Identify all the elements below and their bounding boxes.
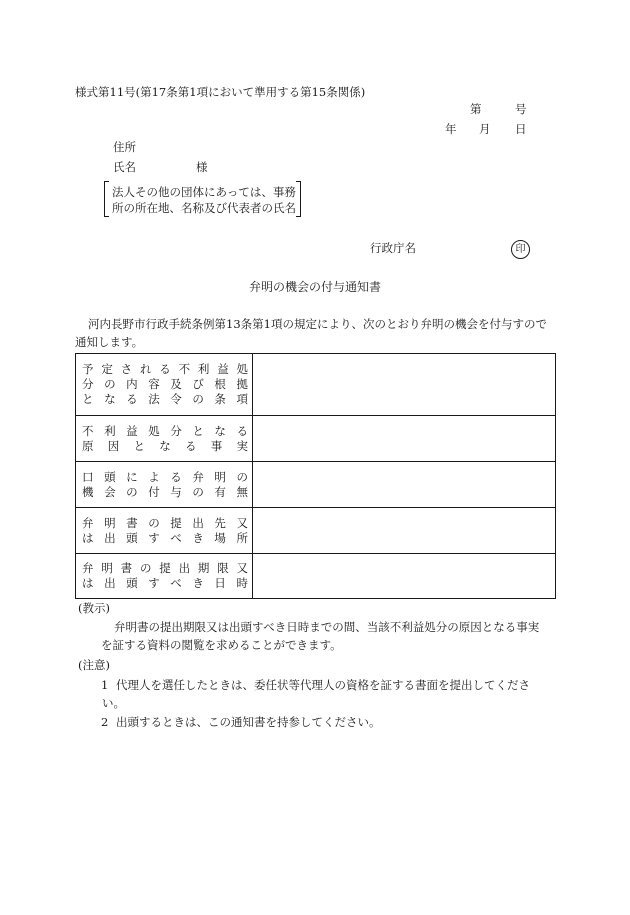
row-value-field[interactable] <box>253 416 556 462</box>
instruction-line-2: を証する資料の閲覧を求めることができます。 <box>101 638 342 652</box>
note-2-number: 2 <box>101 715 109 729</box>
corporate-note-line-2: 所の所在地、名称及び代表者の氏名 <box>112 201 296 215</box>
table-row <box>76 462 556 508</box>
document-title: 弁明の機会の付与通知書 <box>249 280 382 294</box>
instruction-paragraph <box>101 618 539 654</box>
label-line: 予 定 さ れ る 不 利 益 処 <box>82 362 248 376</box>
table-row <box>76 416 556 462</box>
table-row <box>76 354 556 416</box>
table-row <box>76 508 556 554</box>
corporate-note-bracket <box>104 181 301 215</box>
row-label <box>76 462 253 508</box>
table-row <box>76 554 556 599</box>
row-label <box>76 354 253 416</box>
intro-line-2: 通知します。 <box>75 335 144 349</box>
row-label <box>76 416 253 462</box>
seal-text: 印 <box>515 243 526 255</box>
date-month: 月 <box>479 122 491 136</box>
note-2-line-1: 出頭するときは、この通知書を持参してください。 <box>116 715 381 729</box>
row-value-field[interactable] <box>253 462 556 508</box>
agency-label: 行政庁名 <box>370 241 416 255</box>
row-value-field[interactable] <box>253 508 556 554</box>
label-line: と な る 法 令 の 条 項 <box>82 392 248 406</box>
honorific: 様 <box>196 160 208 174</box>
name-label: 氏名 <box>113 160 136 174</box>
row-label <box>76 554 253 599</box>
doc-number-prefix: 第 <box>470 102 482 116</box>
label-line: 口 頭 に よ る 弁 明 の <box>82 469 248 484</box>
note-1-line-2: い。 <box>102 696 125 710</box>
seal-icon <box>511 240 530 259</box>
note-1-line-1: 代理人を選任したときは、委任状等代理人の資格を証する書面を提出してくださ <box>116 678 530 692</box>
label-line: 不 利 益 処 分 と な る <box>82 423 248 438</box>
row-label <box>76 508 253 554</box>
label-line: 弁 明 書 の 提 出 先 又 <box>82 515 248 530</box>
note-1-number: 1 <box>101 678 109 692</box>
label-line: 弁 明 書 の 提 出 期 限 又 <box>82 561 248 575</box>
intro-line-1: 河内長野市行政手続条例第13条第1項の規定により、次のとおり弁明の機会を付与すので <box>88 317 547 331</box>
label-line: は 出 頭 す べ き 日 時 <box>82 576 248 590</box>
instruction-heading: (教示) <box>78 601 110 615</box>
label-line: 分 の 内 容 及 び 根 拠 <box>82 377 248 391</box>
note-2-text <box>116 713 381 731</box>
date-day: 日 <box>515 122 527 136</box>
label-line: 原 因 と な る 事 実 <box>82 438 248 453</box>
notice-form-table <box>75 353 556 599</box>
label-line: は 出 頭 す べ き 場 所 <box>82 530 248 545</box>
label-line: 機 会 の 付 与 の 有 無 <box>82 484 248 499</box>
notes-heading: (注意) <box>78 658 110 672</box>
instruction-line-1: 弁明書の提出期限又は出頭すべき日時までの間、当該不利益処分の原因となる事実 <box>114 620 540 634</box>
row-value-field[interactable] <box>253 354 556 416</box>
address-label: 住所 <box>113 140 136 154</box>
corporate-note-line-1: 法人その他の団体にあっては、事務 <box>112 185 296 199</box>
doc-number-suffix: 号 <box>515 102 527 116</box>
form-number: 様式第11号(第17条第1項において準用する第15条関係) <box>75 85 366 99</box>
intro-paragraph <box>75 315 547 351</box>
note-1-text <box>102 676 530 712</box>
row-value-field[interactable] <box>253 554 556 599</box>
date-year: 年 <box>445 122 457 136</box>
